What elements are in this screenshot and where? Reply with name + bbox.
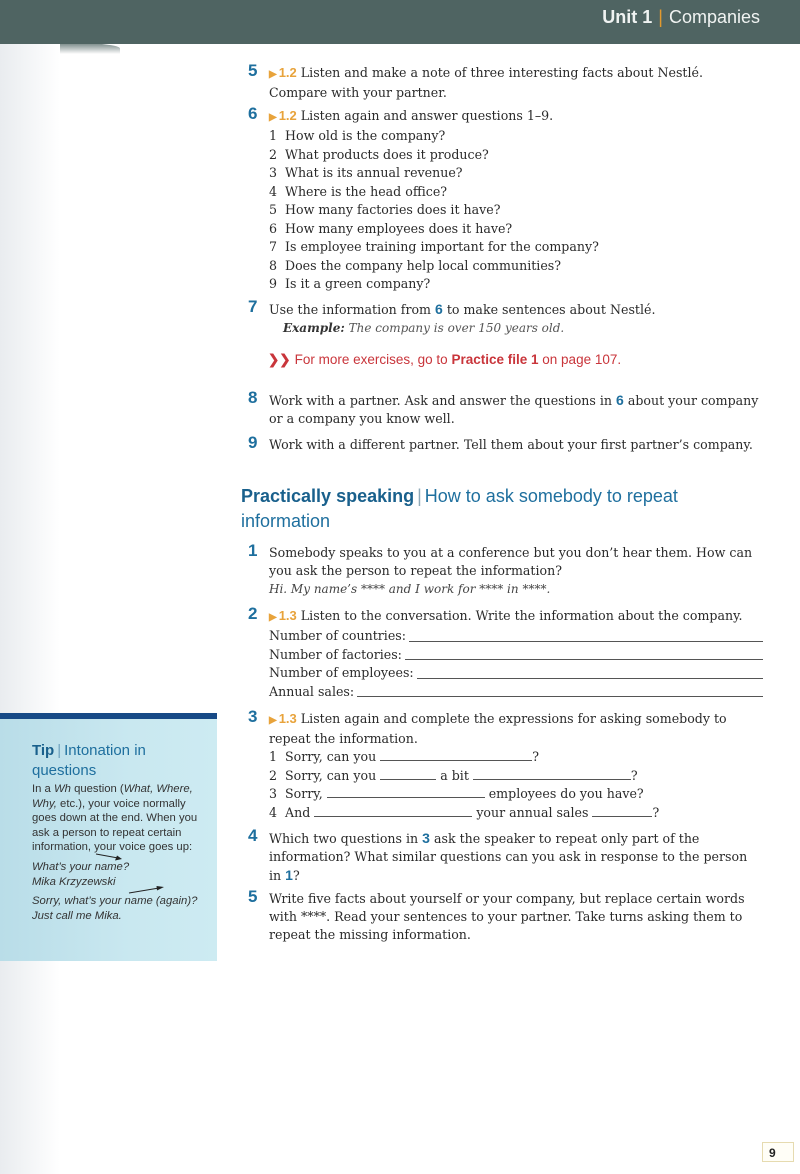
play-icon: ▶ bbox=[269, 715, 277, 726]
exercise-8: 8 Work with a partner. Ask and answer the questions in 6 about your company or a company you know well. bbox=[248, 388, 759, 426]
ps-exercise-3: 3 ▶ 1.3 Listen again and complete the expressions for asking somebody to repeat the information. 1 Sorry, can you ? 2 Sorry, can you a bit ? 3 Sorry, employees do you have? 4 And your annual sales ? bbox=[248, 710, 763, 822]
rising-arrow-icon bbox=[94, 851, 124, 861]
practice-file-link[interactable]: ❯❯ For more exercises, go to Practice file 1 on page 107. bbox=[268, 352, 622, 367]
exercise-number: 3 bbox=[248, 707, 258, 726]
section-title: Practically speaking | How to ask somebody to repeat information bbox=[241, 486, 678, 531]
fill-in-field[interactable]: Number of factories: bbox=[269, 646, 763, 665]
exercise-number: 5 bbox=[248, 61, 258, 80]
exercise-number: 8 bbox=[248, 388, 258, 407]
exercise-number: 5 bbox=[248, 887, 258, 906]
list-item: 2 Sorry, can you a bit ? bbox=[269, 767, 638, 783]
exercise-reference: 1 bbox=[285, 867, 293, 883]
tip-box bbox=[0, 713, 217, 961]
fill-in-field[interactable]: Number of employees: bbox=[269, 664, 763, 683]
answer-line[interactable] bbox=[357, 695, 763, 697]
exercise-text: Listen and make a note of three interesting facts about Nestlé. Compare with your partner. bbox=[269, 65, 703, 100]
list-item: 1 How old is the company? bbox=[269, 128, 446, 143]
exercise-text: Listen again and answer questions 1–9. bbox=[300, 108, 554, 123]
exercise-reference: 6 bbox=[616, 392, 624, 408]
unit-label bbox=[602, 7, 760, 28]
answer-line[interactable] bbox=[409, 640, 763, 642]
tip-title: Tip | Intonation in questions bbox=[32, 742, 146, 779]
answer-blank[interactable] bbox=[592, 804, 652, 817]
play-icon: ▶ bbox=[269, 112, 277, 123]
expression-list bbox=[269, 748, 763, 822]
list-item: 4 Where is the head office? bbox=[269, 183, 448, 199]
audio-track-button[interactable]: ▶ 1.2 bbox=[269, 65, 297, 80]
exercise-5 bbox=[248, 61, 763, 102]
answer-line[interactable] bbox=[405, 658, 763, 660]
list-item: 1 Sorry, can you ? bbox=[269, 749, 539, 764]
example-line: Hi. My name’s **** and I work for **** in ****. bbox=[269, 582, 551, 596]
page-gutter-shade bbox=[0, 44, 60, 1174]
ps-exercise-5: 5 Write five facts about yourself or your company, but replace certain words with ****. Read your sentences to your partner. Take turns asking them to repeat the missing information. bbox=[248, 887, 745, 942]
list-item: 9 Is it a green company? bbox=[269, 276, 431, 291]
unit-topic: Companies bbox=[668, 7, 760, 27]
audio-track-button[interactable]: ▶ 1.3 bbox=[269, 608, 297, 623]
page-number: 9 bbox=[762, 1142, 794, 1162]
exercise-number: 7 bbox=[248, 297, 258, 316]
exercise-7: 7 Use the information from 6 to make sentences about Nestlé. Example: The company is over 150 years old. bbox=[248, 300, 763, 337]
audio-track-button[interactable]: ▶ 1.3 bbox=[269, 711, 297, 726]
exercise-number: 4 bbox=[248, 826, 258, 845]
tip-paragraph: In a Wh question (What, Where, Why, etc.), your voice normally goes down at the end. When you ask a person to repeat certain information, your voice goes up: bbox=[32, 783, 198, 854]
fill-in-field[interactable]: Number of countries: bbox=[269, 627, 763, 646]
answer-blank[interactable] bbox=[380, 767, 436, 780]
exercise-number: 2 bbox=[248, 604, 258, 623]
tip-example-2: Sorry, what’s your name (again)? Just call me Mika. bbox=[32, 894, 212, 923]
answer-blank[interactable] bbox=[380, 748, 532, 761]
rising-arrow-icon bbox=[127, 885, 167, 895]
list-item: 5 How many factories does it have? bbox=[269, 202, 501, 217]
divider: | bbox=[658, 7, 663, 27]
list-item: 2 What products does it produce? bbox=[269, 146, 489, 162]
answer-blank[interactable] bbox=[473, 767, 631, 780]
ps-exercise-4: 4 Which two questions in 3 ask the speaker to repeat only part of the information? What similar questions can you ask in response to the person in 1? bbox=[248, 826, 748, 883]
play-icon: ▶ bbox=[269, 69, 277, 80]
exercise-number: 9 bbox=[248, 433, 258, 452]
list-item: 7 Is employee training important for the company? bbox=[269, 239, 599, 254]
ps-exercise-1: 1 Somebody speaks to you at a conference but you don’t hear them. How can you ask the person to repeat the information? Hi. My name’s **** and I work for **** in ****. bbox=[248, 544, 763, 598]
exercise-reference: 6 bbox=[435, 301, 443, 317]
exercise-reference: 3 bbox=[422, 830, 430, 846]
list-item: 3 Sorry, employees do you have? bbox=[269, 786, 644, 801]
answer-blank[interactable] bbox=[327, 785, 485, 798]
ps-exercise-2: 2 ▶ 1.3 Listen to the conversation. Write the information about the company. Number of countries: Number of factories: Number of employees: Annual sales: bbox=[248, 607, 763, 701]
unit-number: Unit 1 bbox=[602, 7, 653, 27]
exercise-6 bbox=[248, 104, 763, 294]
example-sentence: Example: The company is over 150 years old. bbox=[283, 321, 565, 335]
list-item: 8 Does the company help local communities? bbox=[269, 257, 561, 273]
fill-in-field[interactable]: Annual sales: bbox=[269, 683, 763, 702]
double-chevron-icon: ❯❯ bbox=[268, 352, 291, 367]
audio-track-button[interactable]: ▶ 1.2 bbox=[269, 108, 297, 123]
list-item: 6 How many employees does it have? bbox=[269, 220, 513, 236]
question-list bbox=[269, 127, 763, 294]
exercise-9: 9 Work with a different partner. Tell them about your first partner’s company. bbox=[248, 433, 753, 452]
play-icon: ▶ bbox=[269, 612, 277, 623]
header-bar bbox=[0, 0, 800, 44]
list-item: 4 And your annual sales ? bbox=[269, 804, 660, 820]
answer-blank[interactable] bbox=[314, 804, 472, 817]
tip-example-1: What’s your name? Mika Krzyzewski bbox=[32, 860, 212, 889]
exercise-number: 1 bbox=[248, 541, 258, 560]
answer-line[interactable] bbox=[417, 677, 763, 679]
tip-body bbox=[32, 782, 212, 928]
exercise-number: 6 bbox=[248, 104, 258, 123]
list-item: 3 What is its annual revenue? bbox=[269, 165, 463, 180]
